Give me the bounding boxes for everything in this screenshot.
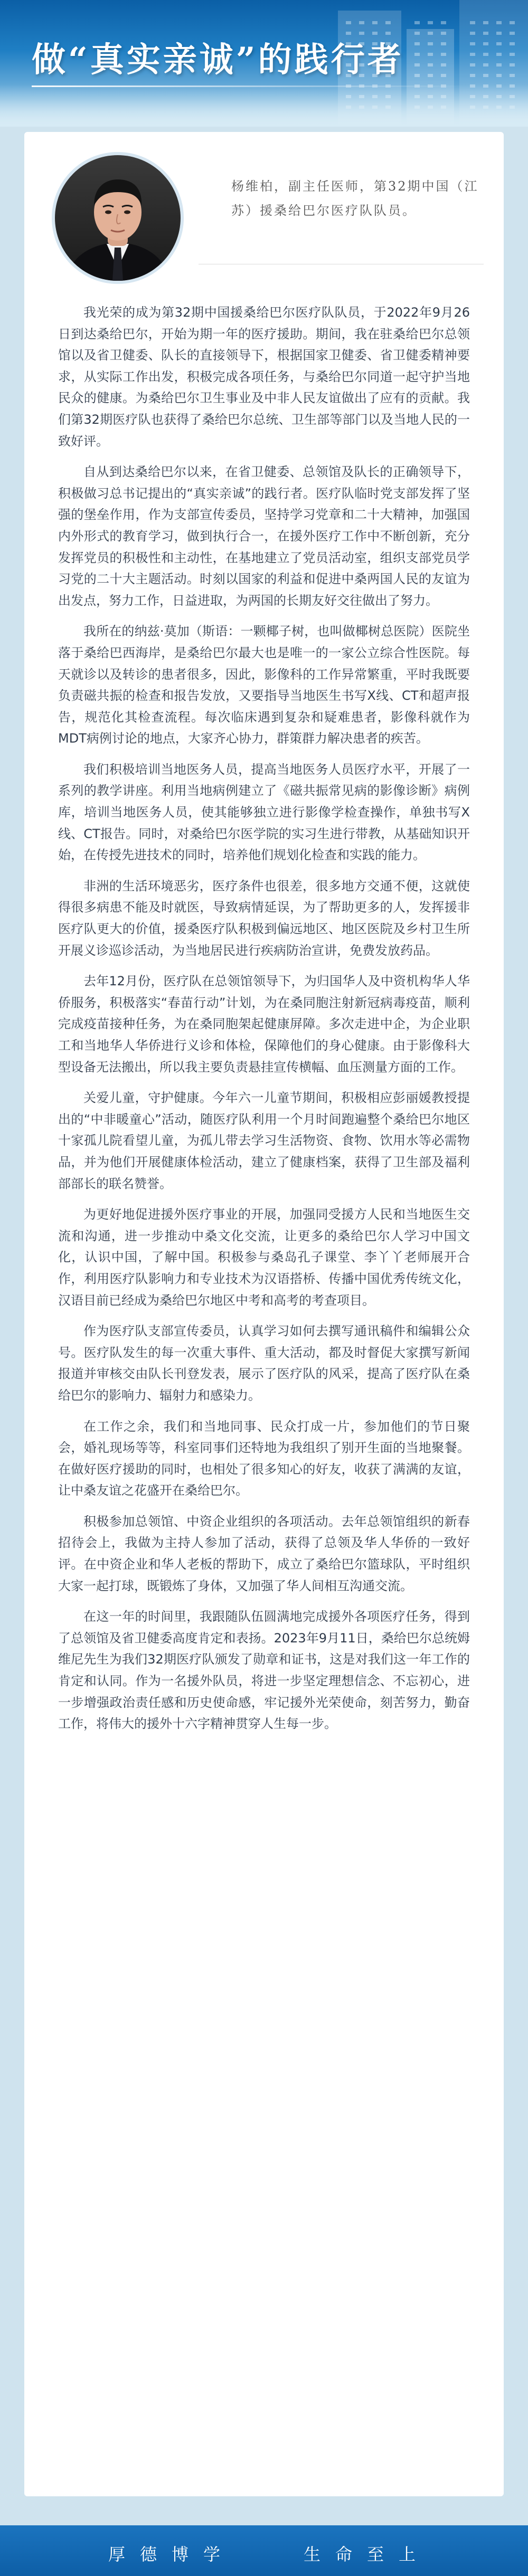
article-paragraph: 积极参加总领馆、中资企业组织的各项活动。去年总领馆组织的新春招待会上，我做为主持人参加了活动，获得了总领及华人华侨的一致好评。在中资企业和华人老板的帮助下，成立了桑给巴尔篮球队，平时组织大家一起打球，既锻炼了身体，又加强了华人间相互沟通交流。 [58, 1514, 470, 1593]
window-decoration [483, 53, 488, 56]
article-paragraph: 在这一年的时间里，我跟随队伍圆满地完成援外各项医疗任务，得到了总领馆及省卫健委高度肯定和表扬。2023年9月11日，桑给巴尔总统姆维尼先生为我们32期医疗队颁发了勋章和证书，这是对我们这一年工作的肯定和认同。作为一名援外队员，将进一步坚定理想信念、不忘初心，进一步增强政治责任感和历史使命感，牢记援外光荣使命，刻苦努力，勤奋工作，将伟大的援外十六字精神贯穿人生每一步。 [58, 1609, 470, 1732]
footer-motto-left: 厚德博学 [108, 2544, 235, 2564]
window-decoration [496, 63, 502, 66]
article-paragraph: 自从到达桑给巴尔以来，在省卫健委、总领馆及队长的正确领导下，积极做习总书记提出的“真实亲诚”的践行者。医疗队临时党支部发挥了坚强的堡垒作用，作为支部宣传委员，坚持学习党章和二十大精神，加强国内外形式的教育学习，做到执行合一，在援外医疗工作中不断创新，充分发挥党员的积极性和主动性，在基地建立了党员活动室，组织支部党员学习党的二十大主题活动。时刻以国家的利益和促进中桑两国人民的友谊为出发点，努力工作，日益进取，为两国的长期友好交往做出了努力。 [58, 464, 470, 608]
window-decoration [441, 74, 446, 77]
window-decoration [470, 63, 475, 66]
window-decoration [372, 21, 378, 24]
window-decoration [483, 42, 488, 45]
window-decoration [441, 53, 446, 56]
window-decoration [496, 42, 502, 45]
portrait-photo [55, 155, 181, 281]
article-paragraph: 作为医疗队支部宣传委员，认真学习如何去撰写通讯稿件和编辑公众号。医疗队发生的每一次重大事件、重大活动，都及时督促大家撰写新闻报道并审核交由队长刊登发表，展示了医疗队的风采，提高了医疗队在桑给巴尔的影响力、辐射力和感染力。 [58, 1324, 470, 1403]
window-decoration [510, 53, 515, 56]
article-paragraph: 我们积极培训当地医务人员，提高当地医务人员医疗水平，开展了一系列的教学讲座。利用当地病例建立了《磁共振常见病的影像诊断》病例库，培训当地医务人员，使其能够独立进行影像学检查操作，单独书写X线、CT报告。同时，对桑给巴尔医学院的实习生进行带教，从基础知识开始，在传授先进技术的同时，培养他们规划化检查和实践的能力。 [58, 762, 470, 863]
window-decoration [428, 53, 433, 56]
window-decoration [510, 32, 515, 35]
window-decoration [428, 21, 433, 24]
article-body [58, 302, 470, 1744]
window-decoration [441, 42, 446, 45]
window-decoration [414, 32, 420, 35]
window-decoration [441, 32, 446, 35]
title-underline [32, 85, 465, 87]
avatar [52, 152, 184, 284]
window-decoration [496, 53, 502, 56]
window-decoration [346, 21, 351, 24]
window-decoration [428, 63, 433, 66]
window-decoration [470, 21, 475, 24]
window-decoration [414, 63, 420, 66]
banner-haze [0, 84, 528, 127]
article-paragraph: 为更好地促进援外医疗事业的开展，加强同受援方人民和当地医生交流和沟通，进一步推动中桑文化交流，让更多的桑给巴尔人学习中国文化，认识中国，了解中国。积极参与桑岛孔子课堂、李丫丫老师展开合作，利用医疗队影响力和专业技术为汉语搭桥、传播中国优秀传统文化，汉语目前已经成为桑给巴尔地区中考和高考的考查项目。 [58, 1207, 470, 1308]
window-decoration [470, 42, 475, 45]
window-decoration [441, 21, 446, 24]
window-decoration [385, 21, 391, 24]
content-card [24, 132, 504, 2496]
window-decoration [414, 74, 420, 77]
window-decoration [428, 42, 433, 45]
article-paragraph: 关爱儿童，守护健康。今年六一儿童节期间，积极相应彭丽媛教授提出的“中非暖童心”活动，随医疗队利用一个月时间跑遍整个桑给巴尔地区十家孤儿院看望儿童，为孤儿带去学习生活物资、食物、饮用水等必需物品，并为他们开展健康体检活动，建立了健康档案，获得了卫生部及福利部部长的联名赞誉。 [58, 1090, 470, 1191]
article-paragraph: 我光荣的成为第32期中国援桑给巴尔医疗队队员，于2022年9月26日到达桑给巴尔，开始为期一年的医疗援助。期间，我在驻桑给巴尔总领馆以及省卫健委、队长的直接领导下，根据国家卫健委、省卫健委精神要求，从实际工作出发，积极完成各项任务，与桑给巴尔同道一起守护当地民众的健康。为桑给巴尔卫生事业及中非人民友谊做出了应有的贡献。我们第32期医疗队也获得了桑给巴尔总统、卫生部等部门以及当地人民的一致好评。 [58, 305, 470, 449]
header-banner [0, 0, 528, 127]
window-decoration [470, 74, 475, 77]
window-decoration [414, 42, 420, 45]
window-decoration [470, 32, 475, 35]
window-decoration [428, 32, 433, 35]
window-decoration [483, 32, 488, 35]
footer-motto-right: 生命至上 [304, 2544, 431, 2564]
profile-intro: 杨维柏，副主任医师，第32期中国（江苏）援桑给巴尔医疗队队员。 [231, 179, 479, 218]
footer-banner [0, 2525, 528, 2576]
window-decoration [510, 42, 515, 45]
page-title: 做“真实亲诚”的践行者 [32, 40, 404, 80]
window-decoration [359, 21, 364, 24]
article-paragraph: 非洲的生活环境恶劣，医疗条件也很差，很多地方交通不便，这就使得很多病患不能及时就医，导致病情延误，为了帮助更多的人，发挥援非医疗队更大的价值，援桑医疗队积极到偏远地区、地区医院及乡村卫生所开展义诊巡诊活动，为当地居民进行疾病防治宣讲，免费发放药品。 [58, 878, 470, 958]
window-decoration [428, 74, 433, 77]
article-paragraph: 在工作之余，我们和当地同事、民众打成一片，参加他们的节日聚会，婚礼现场等等，科室同事们还特地为我组织了别开生面的当地聚餐。在做好医疗援助的同时，也相处了很多知心的好友，收获了满满的友谊，让中桑友谊之花盛开在桑给巴尔。 [58, 1419, 470, 1498]
window-decoration [470, 53, 475, 56]
article-paragraph: 我所在的纳兹·莫加（斯语：一颗椰子树，也叫做椰树总医院）医院坐落于桑给巴西海岸，是桑给巴尔最大也是唯一的一家公立综合性医院。每天就诊以及转诊的患者很多，因此，影像科的工作异常繁重，平时我既要负责磁共振的检查和报告发放，又要指导当地医生书写X线、CT和超声报告，规范化其检查流程。每次临床遇到复杂和疑难患者，影像科就作为MDT病例讨论的地点，大家齐心协力，群策群力解决患者的疾苦。 [58, 624, 470, 746]
article-paragraph: 去年12月份，医疗队在总领馆领导下，为归国华人及中资机构华人华侨服务，积极落实“春苗行动”计划，为在桑同胞注射新冠病毒疫苗，顺利完成疫苗接种任务，为在桑同胞架起健康屏障。多次走进中企，为企业职工和当地华人华侨进行义诊和体检，保障他们的身心健康。由于影像科大型设备无法搬出，所以我主要负责悬挂宣传横幅、血压测量方面的工作。 [58, 974, 470, 1075]
window-decoration [483, 74, 488, 77]
window-decoration [414, 21, 420, 24]
window-decoration [496, 32, 502, 35]
window-decoration [483, 63, 488, 66]
window-decoration [510, 63, 515, 66]
window-decoration [496, 74, 502, 77]
window-decoration [483, 21, 488, 24]
window-decoration [414, 53, 420, 56]
window-decoration [441, 63, 446, 66]
window-decoration [510, 74, 515, 77]
window-decoration [496, 21, 502, 24]
window-decoration [510, 21, 515, 24]
